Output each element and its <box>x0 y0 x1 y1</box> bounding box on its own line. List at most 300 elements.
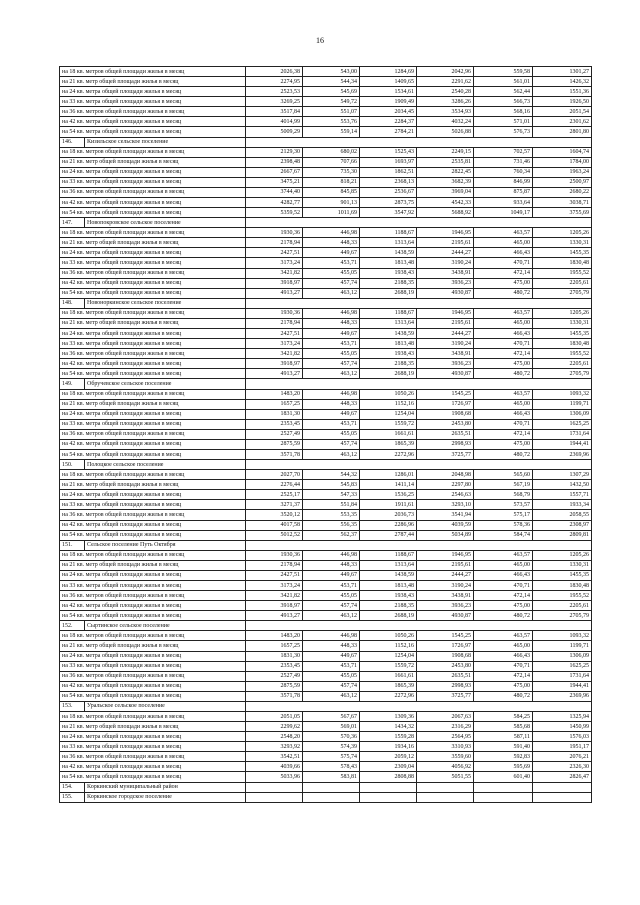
value-cell: 1557,71 <box>533 490 592 500</box>
value-cell: 2540,28 <box>417 87 474 97</box>
table-row <box>60 641 592 651</box>
table-row <box>60 500 592 510</box>
table-row <box>60 167 592 177</box>
value-cell: 587,11 <box>474 732 533 742</box>
row-label: на 21 кв. метр общей площади жилья в месяц <box>60 641 246 651</box>
value-cell: 592,83 <box>474 752 533 762</box>
section-index: 151. <box>60 540 85 550</box>
value-cell: 1693,97 <box>360 157 417 167</box>
value-cell: 1865,39 <box>360 439 417 449</box>
value-cell: 2188,35 <box>360 359 417 369</box>
value-cell: 4930,87 <box>417 611 474 621</box>
value-cell: 2284,37 <box>360 117 417 127</box>
value-cell: 2998,93 <box>417 681 474 691</box>
row-label: на 21 кв. метр общей площади жилья в месяц <box>60 399 246 409</box>
row-label: на 33 кв. метра общей площади жилья в месяц <box>60 580 246 590</box>
value-cell: 3725,77 <box>417 691 474 701</box>
value-cell: 2427,51 <box>246 248 303 258</box>
value-cell: 731,46 <box>474 157 533 167</box>
value-cell: 1933,34 <box>533 500 592 510</box>
value-cell: 1661,61 <box>360 429 417 439</box>
value-cell: 3310,93 <box>417 742 474 752</box>
value-cell: 475,00 <box>474 439 533 449</box>
value-cell: 2301,62 <box>533 117 592 127</box>
value-cell: 3936,23 <box>417 601 474 611</box>
value-cell: 2444,27 <box>417 329 474 339</box>
value-cell: 1955,52 <box>533 268 592 278</box>
value-cell: 2178,94 <box>246 318 303 328</box>
value-cell: 2398,48 <box>246 157 303 167</box>
row-label: на 33 кв. метра общей площади жилья в месяц <box>60 97 246 107</box>
value-cell: 543,00 <box>303 67 360 77</box>
value-cell: 3542,51 <box>246 752 303 762</box>
value-cell: 475,00 <box>474 359 533 369</box>
row-label: на 36 кв. метров общей площади жилья в месяц <box>60 107 246 117</box>
section-spacer <box>246 379 592 389</box>
value-cell: 2178,94 <box>246 560 303 570</box>
value-cell: 1930,36 <box>246 308 303 318</box>
value-cell: 446,98 <box>303 308 360 318</box>
value-cell: 475,00 <box>474 278 533 288</box>
table-row <box>60 510 592 520</box>
value-cell: 457,74 <box>303 278 360 288</box>
value-cell: 568,79 <box>474 490 533 500</box>
value-cell: 2129,30 <box>246 147 303 157</box>
row-label: на 18 кв. метров общей площади жилья в месяц <box>60 631 246 641</box>
section-spacer <box>246 298 592 308</box>
value-cell: 1188,67 <box>360 308 417 318</box>
value-cell: 2048,98 <box>417 470 474 480</box>
value-cell: 2500,97 <box>533 177 592 187</box>
value-cell: 2291,62 <box>417 77 474 87</box>
value-cell: 1830,48 <box>533 339 592 349</box>
section-index: 154. <box>60 782 85 792</box>
value-cell: 547,33 <box>303 490 360 500</box>
value-cell: 3918,97 <box>246 359 303 369</box>
value-cell: 1199,71 <box>533 641 592 651</box>
value-cell: 4930,87 <box>417 369 474 379</box>
table-row <box>60 470 592 480</box>
table-row <box>60 339 592 349</box>
section-row <box>60 460 592 470</box>
row-label: на 54 кв. метра общей площади жилья в месяц <box>60 611 246 621</box>
value-cell: 3286,26 <box>417 97 474 107</box>
value-cell: 1908,68 <box>417 409 474 419</box>
table-row <box>60 631 592 641</box>
value-cell: 2688,19 <box>360 288 417 298</box>
value-cell: 571,01 <box>474 117 533 127</box>
empty-cell <box>474 782 533 792</box>
value-cell: 465,00 <box>474 641 533 651</box>
table-row <box>60 389 592 399</box>
value-cell: 4032,24 <box>417 117 474 127</box>
table-row <box>60 268 592 278</box>
value-cell: 556,35 <box>303 520 360 530</box>
value-cell: 3936,23 <box>417 359 474 369</box>
value-cell: 1938,43 <box>360 349 417 359</box>
table-row <box>60 722 592 732</box>
value-cell: 455,05 <box>303 591 360 601</box>
value-cell: 3534,93 <box>417 107 474 117</box>
value-cell: 3438,91 <box>417 591 474 601</box>
row-label: на 54 кв. метра общей площади жилья в месяц <box>60 530 246 540</box>
value-cell: 1625,25 <box>533 661 592 671</box>
row-label: на 24 кв. метра общей площади жилья в месяц <box>60 409 246 419</box>
value-cell: 1093,32 <box>533 631 592 641</box>
value-cell: 463,57 <box>474 228 533 238</box>
value-cell: 2453,80 <box>417 661 474 671</box>
value-cell: 584,25 <box>474 712 533 722</box>
row-label: на 42 кв. метра общей площади жилья в месяц <box>60 439 246 449</box>
value-cell: 2249,15 <box>417 147 474 157</box>
section-index: 147. <box>60 218 85 228</box>
row-label: на 42 кв. метра общей площади жилья в месяц <box>60 520 246 530</box>
value-cell: 449,67 <box>303 570 360 580</box>
row-label: на 42 кв. метра общей площади жилья в месяц <box>60 117 246 127</box>
value-cell: 453,71 <box>303 339 360 349</box>
value-cell: 1205,26 <box>533 550 592 560</box>
section-row <box>60 540 592 550</box>
value-cell: 2705,79 <box>533 611 592 621</box>
value-cell: 3190,24 <box>417 580 474 590</box>
table-row <box>60 369 592 379</box>
value-cell: 566,73 <box>474 97 533 107</box>
value-cell: 1152,16 <box>360 399 417 409</box>
value-cell: 1483,20 <box>246 389 303 399</box>
value-cell: 3755,69 <box>533 208 592 218</box>
value-cell: 1657,25 <box>246 399 303 409</box>
value-cell: 2205,61 <box>533 601 592 611</box>
empty-cell <box>533 792 592 802</box>
value-cell: 2808,88 <box>360 772 417 782</box>
table-row <box>60 77 592 87</box>
value-cell: 2427,51 <box>246 329 303 339</box>
value-cell: 463,12 <box>303 369 360 379</box>
value-cell: 1199,71 <box>533 399 592 409</box>
value-cell: 3744,40 <box>246 187 303 197</box>
value-cell: 448,33 <box>303 399 360 409</box>
value-cell: 2353,45 <box>246 419 303 429</box>
row-label: на 54 кв. метра общей площади жилья в месяц <box>60 449 246 459</box>
value-cell: 584,74 <box>474 530 533 540</box>
section-title: Коркинский муниципальный район <box>85 782 246 792</box>
value-cell: 573,57 <box>474 500 533 510</box>
value-cell: 463,57 <box>474 308 533 318</box>
row-label: на 24 кв. метра общей площади жилья в месяц <box>60 651 246 661</box>
value-cell: 2286,96 <box>360 520 417 530</box>
table-row <box>60 429 592 439</box>
value-cell: 4930,87 <box>417 288 474 298</box>
table-row <box>60 117 592 127</box>
value-cell: 561,01 <box>474 77 533 87</box>
value-cell: 2274,95 <box>246 77 303 87</box>
value-cell: 4017,58 <box>246 520 303 530</box>
value-cell: 567,67 <box>303 712 360 722</box>
value-cell: 2178,94 <box>246 238 303 248</box>
value-cell: 4282,77 <box>246 198 303 208</box>
table-row <box>60 67 592 77</box>
value-cell: 3271,37 <box>246 500 303 510</box>
value-cell: 4913,27 <box>246 369 303 379</box>
value-cell: 4039,59 <box>417 520 474 530</box>
table-row <box>60 560 592 570</box>
table-row <box>60 308 592 318</box>
value-cell: 3571,78 <box>246 449 303 459</box>
value-cell: 1831,30 <box>246 409 303 419</box>
value-cell: 1313,64 <box>360 560 417 570</box>
table-row <box>60 671 592 681</box>
value-cell: 3517,84 <box>246 107 303 117</box>
value-cell: 1455,35 <box>533 570 592 580</box>
table-row <box>60 329 592 339</box>
value-cell: 583,81 <box>303 772 360 782</box>
value-cell: 3682,39 <box>417 177 474 187</box>
value-cell: 2453,80 <box>417 419 474 429</box>
value-cell: 2822,45 <box>417 167 474 177</box>
row-label: на 33 кв. метра общей площади жилья в месяц <box>60 177 246 187</box>
row-label: на 24 кв. метра общей площади жилья в месяц <box>60 248 246 258</box>
value-cell: 559,14 <box>303 127 360 137</box>
value-cell: 2705,79 <box>533 288 592 298</box>
empty-cell <box>303 782 360 792</box>
value-cell: 3725,77 <box>417 449 474 459</box>
table-row <box>60 601 592 611</box>
value-cell: 1330,31 <box>533 318 592 328</box>
value-cell: 2195,61 <box>417 318 474 328</box>
section-spacer <box>246 621 592 631</box>
row-label: на 33 кв. метра общей площади жилья в месяц <box>60 742 246 752</box>
value-cell: 465,00 <box>474 399 533 409</box>
value-cell: 1604,74 <box>533 147 592 157</box>
value-cell: 446,98 <box>303 631 360 641</box>
value-cell: 4913,27 <box>246 288 303 298</box>
value-cell: 463,12 <box>303 691 360 701</box>
row-label: на 21 кв. метр общей площади жилья в месяц <box>60 77 246 87</box>
value-cell: 2297,80 <box>417 480 474 490</box>
value-cell: 575,17 <box>474 510 533 520</box>
value-cell: 1536,25 <box>360 490 417 500</box>
value-cell: 565,60 <box>474 470 533 480</box>
value-cell: 453,71 <box>303 419 360 429</box>
value-cell: 2680,22 <box>533 187 592 197</box>
table-row <box>60 490 592 500</box>
value-cell: 1731,64 <box>533 671 592 681</box>
table-row <box>60 349 592 359</box>
value-cell: 707,66 <box>303 157 360 167</box>
value-cell: 5359,52 <box>246 208 303 218</box>
value-cell: 475,00 <box>474 601 533 611</box>
value-cell: 449,67 <box>303 409 360 419</box>
table-row <box>60 530 592 540</box>
value-cell: 4039,66 <box>246 762 303 772</box>
value-cell: 2353,45 <box>246 661 303 671</box>
value-cell: 480,72 <box>474 449 533 459</box>
row-label: на 42 кв. метра общей площади жилья в месяц <box>60 359 246 369</box>
table-row <box>60 772 592 782</box>
value-cell: 446,98 <box>303 550 360 560</box>
value-cell: 448,33 <box>303 560 360 570</box>
value-cell: 2308,97 <box>533 520 592 530</box>
table-row <box>60 238 592 248</box>
value-cell: 2523,53 <box>246 87 303 97</box>
row-label: на 36 кв. метров общей площади жилья в месяц <box>60 591 246 601</box>
value-cell: 585,68 <box>474 722 533 732</box>
row-label: на 42 кв. метра общей площади жилья в месяц <box>60 681 246 691</box>
value-cell: 449,67 <box>303 329 360 339</box>
value-cell: 1559,28 <box>360 732 417 742</box>
value-cell: 1050,26 <box>360 631 417 641</box>
value-cell: 3547,92 <box>360 208 417 218</box>
value-cell: 2369,96 <box>533 691 592 701</box>
value-cell: 1525,43 <box>360 147 417 157</box>
value-cell: 2536,67 <box>360 187 417 197</box>
row-label: на 24 кв. метра общей площади жилья в месяц <box>60 87 246 97</box>
value-cell: 453,71 <box>303 258 360 268</box>
empty-cell <box>360 792 417 802</box>
value-cell: 3421,82 <box>246 349 303 359</box>
value-cell: 3173,24 <box>246 339 303 349</box>
table-row <box>60 87 592 97</box>
value-cell: 1726,97 <box>417 399 474 409</box>
section-index: 152. <box>60 621 85 631</box>
value-cell: 702,57 <box>474 147 533 157</box>
value-cell: 2444,27 <box>417 248 474 258</box>
row-label: на 18 кв. метров общей площади жилья в месяц <box>60 550 246 560</box>
value-cell: 1831,30 <box>246 651 303 661</box>
section-index: 153. <box>60 701 85 711</box>
value-cell: 470,71 <box>474 258 533 268</box>
value-cell: 463,12 <box>303 449 360 459</box>
row-label: на 54 кв. метра общей площади жилья в месяц <box>60 691 246 701</box>
empty-cell <box>246 792 303 802</box>
value-cell: 2873,75 <box>360 198 417 208</box>
table-row <box>60 318 592 328</box>
value-cell: 2326,30 <box>533 762 592 772</box>
value-cell: 5026,88 <box>417 127 474 137</box>
value-cell: 3421,82 <box>246 591 303 601</box>
table-row <box>60 107 592 117</box>
value-cell: 1483,20 <box>246 631 303 641</box>
row-label: на 36 кв. метров общей площади жилья в месяц <box>60 429 246 439</box>
section-index: 149. <box>60 379 85 389</box>
table-body <box>60 67 592 803</box>
value-cell: 846,99 <box>474 177 533 187</box>
section-index: 150. <box>60 460 85 470</box>
section-spacer <box>246 701 592 711</box>
table-row <box>60 681 592 691</box>
value-cell: 1011,69 <box>303 208 360 218</box>
section-row <box>60 782 592 792</box>
value-cell: 1188,67 <box>360 228 417 238</box>
row-label: на 21 кв. метр общей площади жилья в месяц <box>60 560 246 570</box>
value-cell: 2205,61 <box>533 278 592 288</box>
section-title: Новопокровское сельское поселение <box>85 218 246 228</box>
row-label: на 33 кв. метра общей площади жилья в месяц <box>60 419 246 429</box>
value-cell: 455,05 <box>303 349 360 359</box>
value-cell: 2195,61 <box>417 238 474 248</box>
value-cell: 2801,80 <box>533 127 592 137</box>
value-cell: 1188,67 <box>360 550 417 560</box>
value-cell: 576,73 <box>474 127 533 137</box>
section-title: Новоноркинское сельское поселение <box>85 298 246 308</box>
value-cell: 3173,24 <box>246 258 303 268</box>
value-cell: 466,43 <box>474 248 533 258</box>
value-cell: 1205,26 <box>533 308 592 318</box>
value-cell: 1254,04 <box>360 651 417 661</box>
table-row <box>60 762 592 772</box>
value-cell: 2826,47 <box>533 772 592 782</box>
value-cell: 455,05 <box>303 671 360 681</box>
value-cell: 2205,61 <box>533 359 592 369</box>
value-cell: 446,98 <box>303 389 360 399</box>
row-label: на 21 кв. метр общей площади жилья в месяц <box>60 480 246 490</box>
value-cell: 1426,32 <box>533 77 592 87</box>
value-cell: 680,02 <box>303 147 360 157</box>
row-label: на 42 кв. метра общей площади жилья в месяц <box>60 762 246 772</box>
section-index: 146. <box>60 137 85 147</box>
value-cell: 1545,25 <box>417 631 474 641</box>
row-label: на 24 кв. метра общей площади жилья в месяц <box>60 570 246 580</box>
section-spacer <box>246 460 592 470</box>
value-cell: 591,40 <box>474 742 533 752</box>
empty-cell <box>417 792 474 802</box>
value-cell: 466,43 <box>474 570 533 580</box>
row-label: на 36 кв. метров общей площади жилья в месяц <box>60 187 246 197</box>
value-cell: 1306,09 <box>533 651 592 661</box>
value-cell: 2309,04 <box>360 762 417 772</box>
row-label: на 36 кв. метров общей площади жилья в месяц <box>60 510 246 520</box>
value-cell: 574,39 <box>303 742 360 752</box>
row-label: на 24 кв. метра общей площади жилья в месяц <box>60 490 246 500</box>
value-cell: 1576,03 <box>533 732 592 742</box>
value-cell: 2051,05 <box>246 712 303 722</box>
value-cell: 1661,61 <box>360 671 417 681</box>
value-cell: 1830,48 <box>533 258 592 268</box>
value-cell: 1411,14 <box>360 480 417 490</box>
value-cell: 760,34 <box>474 167 533 177</box>
row-label: на 54 кв. метра общей площади жилья в месяц <box>60 208 246 218</box>
value-cell: 475,00 <box>474 681 533 691</box>
table-row <box>60 550 592 560</box>
value-cell: 5009,29 <box>246 127 303 137</box>
value-cell: 1330,31 <box>533 560 592 570</box>
value-cell: 457,74 <box>303 681 360 691</box>
empty-cell <box>360 782 417 792</box>
value-cell: 457,74 <box>303 439 360 449</box>
value-cell: 3293,92 <box>246 742 303 752</box>
row-label: на 21 кв. метр общей площади жилья в месяц <box>60 157 246 167</box>
value-cell: 2527,49 <box>246 671 303 681</box>
section-row <box>60 218 592 228</box>
value-cell: 3936,23 <box>417 278 474 288</box>
value-cell: 465,00 <box>474 318 533 328</box>
value-cell: 3969,04 <box>417 187 474 197</box>
value-cell: 2875,59 <box>246 681 303 691</box>
row-label: на 24 кв. метра общей площади жилья в месяц <box>60 329 246 339</box>
row-label: на 33 кв. метра общей площади жилья в месяц <box>60 500 246 510</box>
value-cell: 3559,60 <box>417 752 474 762</box>
section-row <box>60 792 592 802</box>
value-cell: 480,72 <box>474 611 533 621</box>
table-row <box>60 187 592 197</box>
empty-cell <box>533 782 592 792</box>
table-row <box>60 97 592 107</box>
value-cell: 933,64 <box>474 198 533 208</box>
table-row <box>60 742 592 752</box>
row-label: на 21 кв. метр общей площади жилья в месяц <box>60 318 246 328</box>
value-cell: 470,71 <box>474 580 533 590</box>
value-cell: 3190,24 <box>417 339 474 349</box>
